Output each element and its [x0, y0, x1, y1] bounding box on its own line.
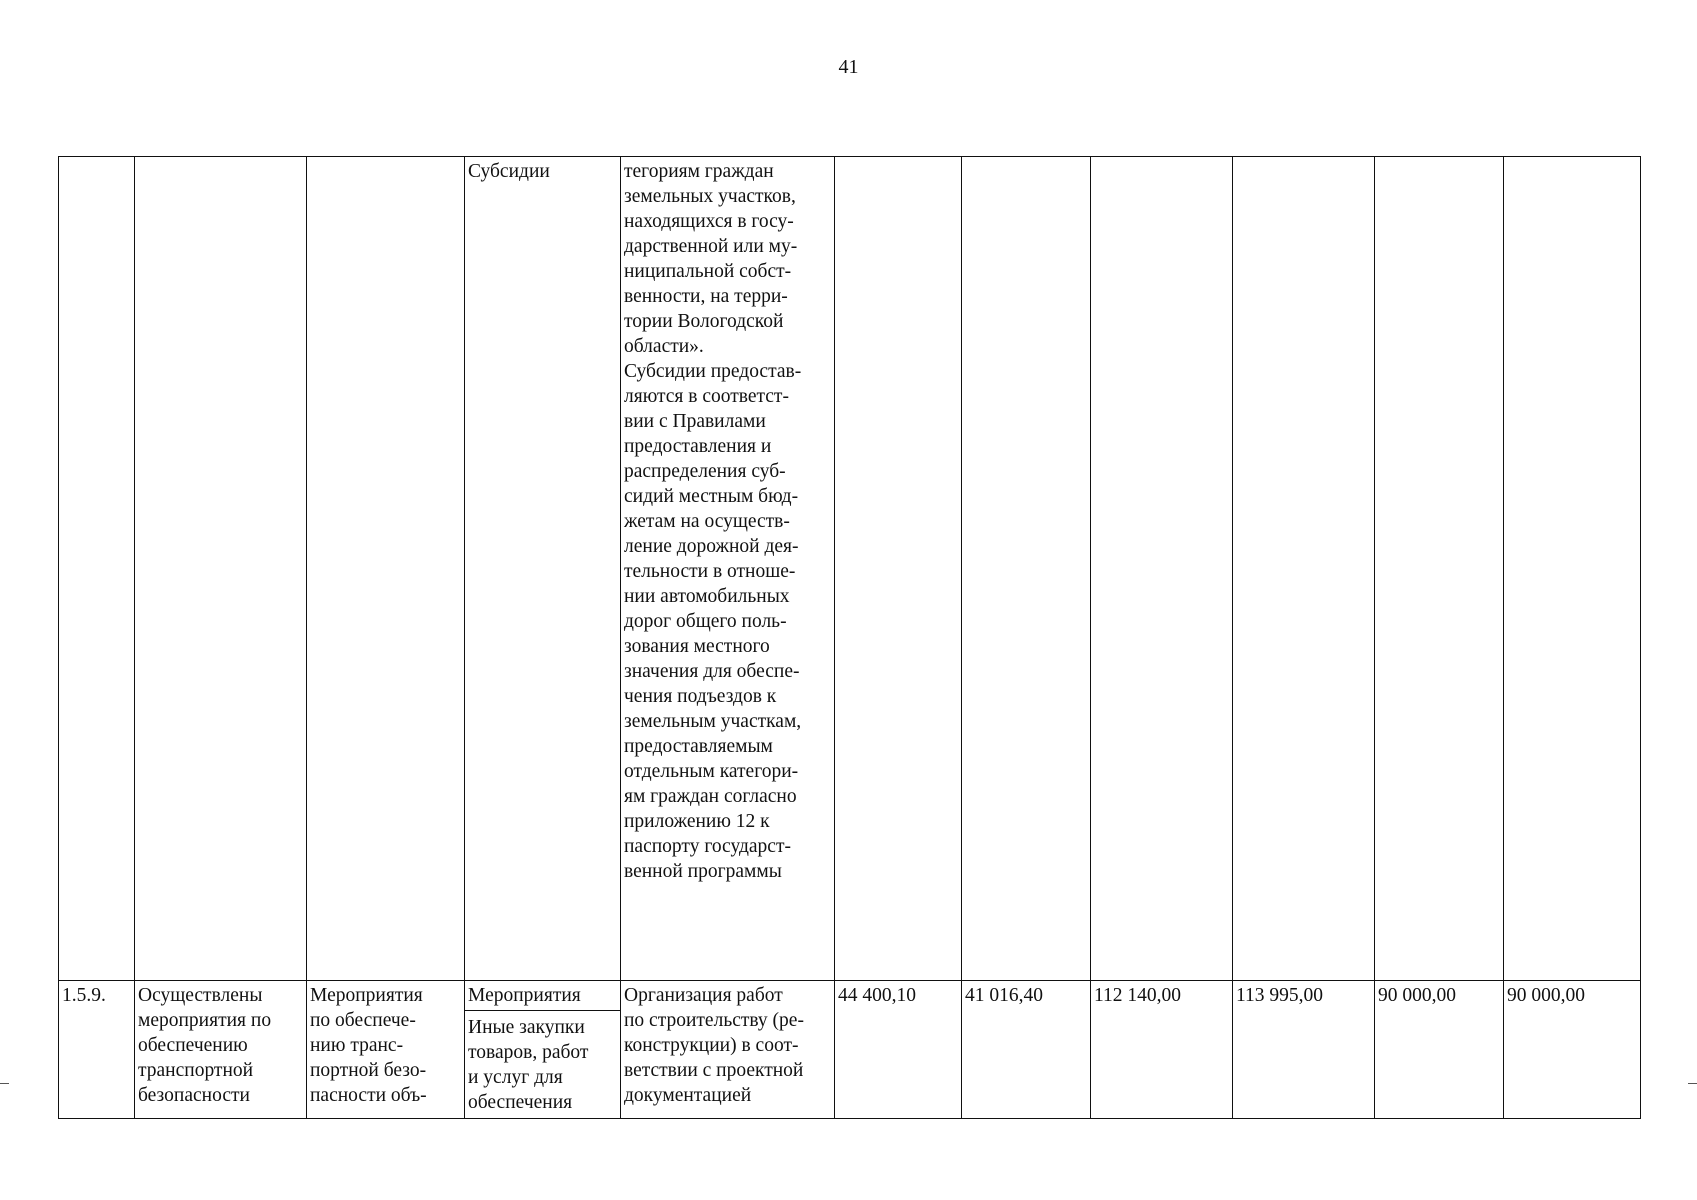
amount-cell [1233, 157, 1375, 981]
source-text: Субсидии [468, 161, 550, 182]
description-text: Организация работ по строительству (ре- конструкции) в соот- ветствии с проектной документацией [624, 985, 804, 1106]
amount-cell [962, 157, 1091, 981]
amount-cell [1375, 981, 1504, 1119]
number-cell [59, 157, 135, 981]
scan-mark-left [0, 1083, 9, 1084]
table-row [59, 981, 1641, 1119]
budget-table [58, 156, 1641, 1119]
row-number: 1.5.9. [62, 985, 106, 1006]
amount-value: 112 140,00 [1094, 985, 1182, 1006]
amount-value: 113 995,00 [1236, 985, 1324, 1006]
amount-cell [1091, 981, 1233, 1119]
amount-value: 41 016,40 [965, 985, 1043, 1006]
description-cell [621, 981, 835, 1119]
amount-cell [835, 981, 962, 1119]
source-cell [465, 157, 621, 981]
amount-cell [835, 157, 962, 981]
table-row [59, 157, 1641, 981]
measure-cell [307, 157, 465, 981]
type-cell [465, 981, 621, 1119]
result-text: Осуществлены мероприятия по обеспечению транспортной безопасности [138, 985, 272, 1106]
measure-text: Мероприятия по обеспече- нию транс- портной безо- пасности объ- [310, 985, 427, 1106]
amount-cell [1233, 981, 1375, 1119]
scan-mark-right [1688, 1083, 1697, 1084]
page-number: 41 [838, 56, 859, 78]
amount-value: 90 000,00 [1507, 985, 1585, 1006]
amount-cell [1091, 157, 1233, 981]
measure-cell [307, 981, 465, 1119]
amount-cell [1375, 157, 1504, 981]
result-cell [135, 157, 307, 981]
result-cell [135, 981, 307, 1119]
number-cell [59, 981, 135, 1119]
type-header: Мероприятия [465, 983, 620, 1011]
type-text: Иные закупки товаров, работ и услуг для обеспечения [468, 1017, 589, 1113]
amount-cell [1504, 981, 1641, 1119]
amount-cell [962, 981, 1091, 1119]
amount-cell [1504, 157, 1641, 981]
description-text: тегориям граждан земельных участков, находящихся в госу- дарственной или му- ниципальной собст- венности, на терри- тории Вологодской области». Субсидии предостав- ляются в соответст- вии с Правилами предоставления и распределения суб- сидий местным бюд- жетам на осуществ- ление дорожной дея- тельности в отноше- нии автомобильных дорог общего поль- зования местного значения для обеспе- чения подъездов к земельным участкам, предоставляемым отдельным категори- ям граждан согласно приложению 12 к паспорту государст- венной программы [624, 161, 802, 882]
description-cell [621, 157, 835, 981]
amount-value: 44 400,10 [838, 985, 916, 1006]
amount-value: 90 000,00 [1378, 985, 1456, 1006]
